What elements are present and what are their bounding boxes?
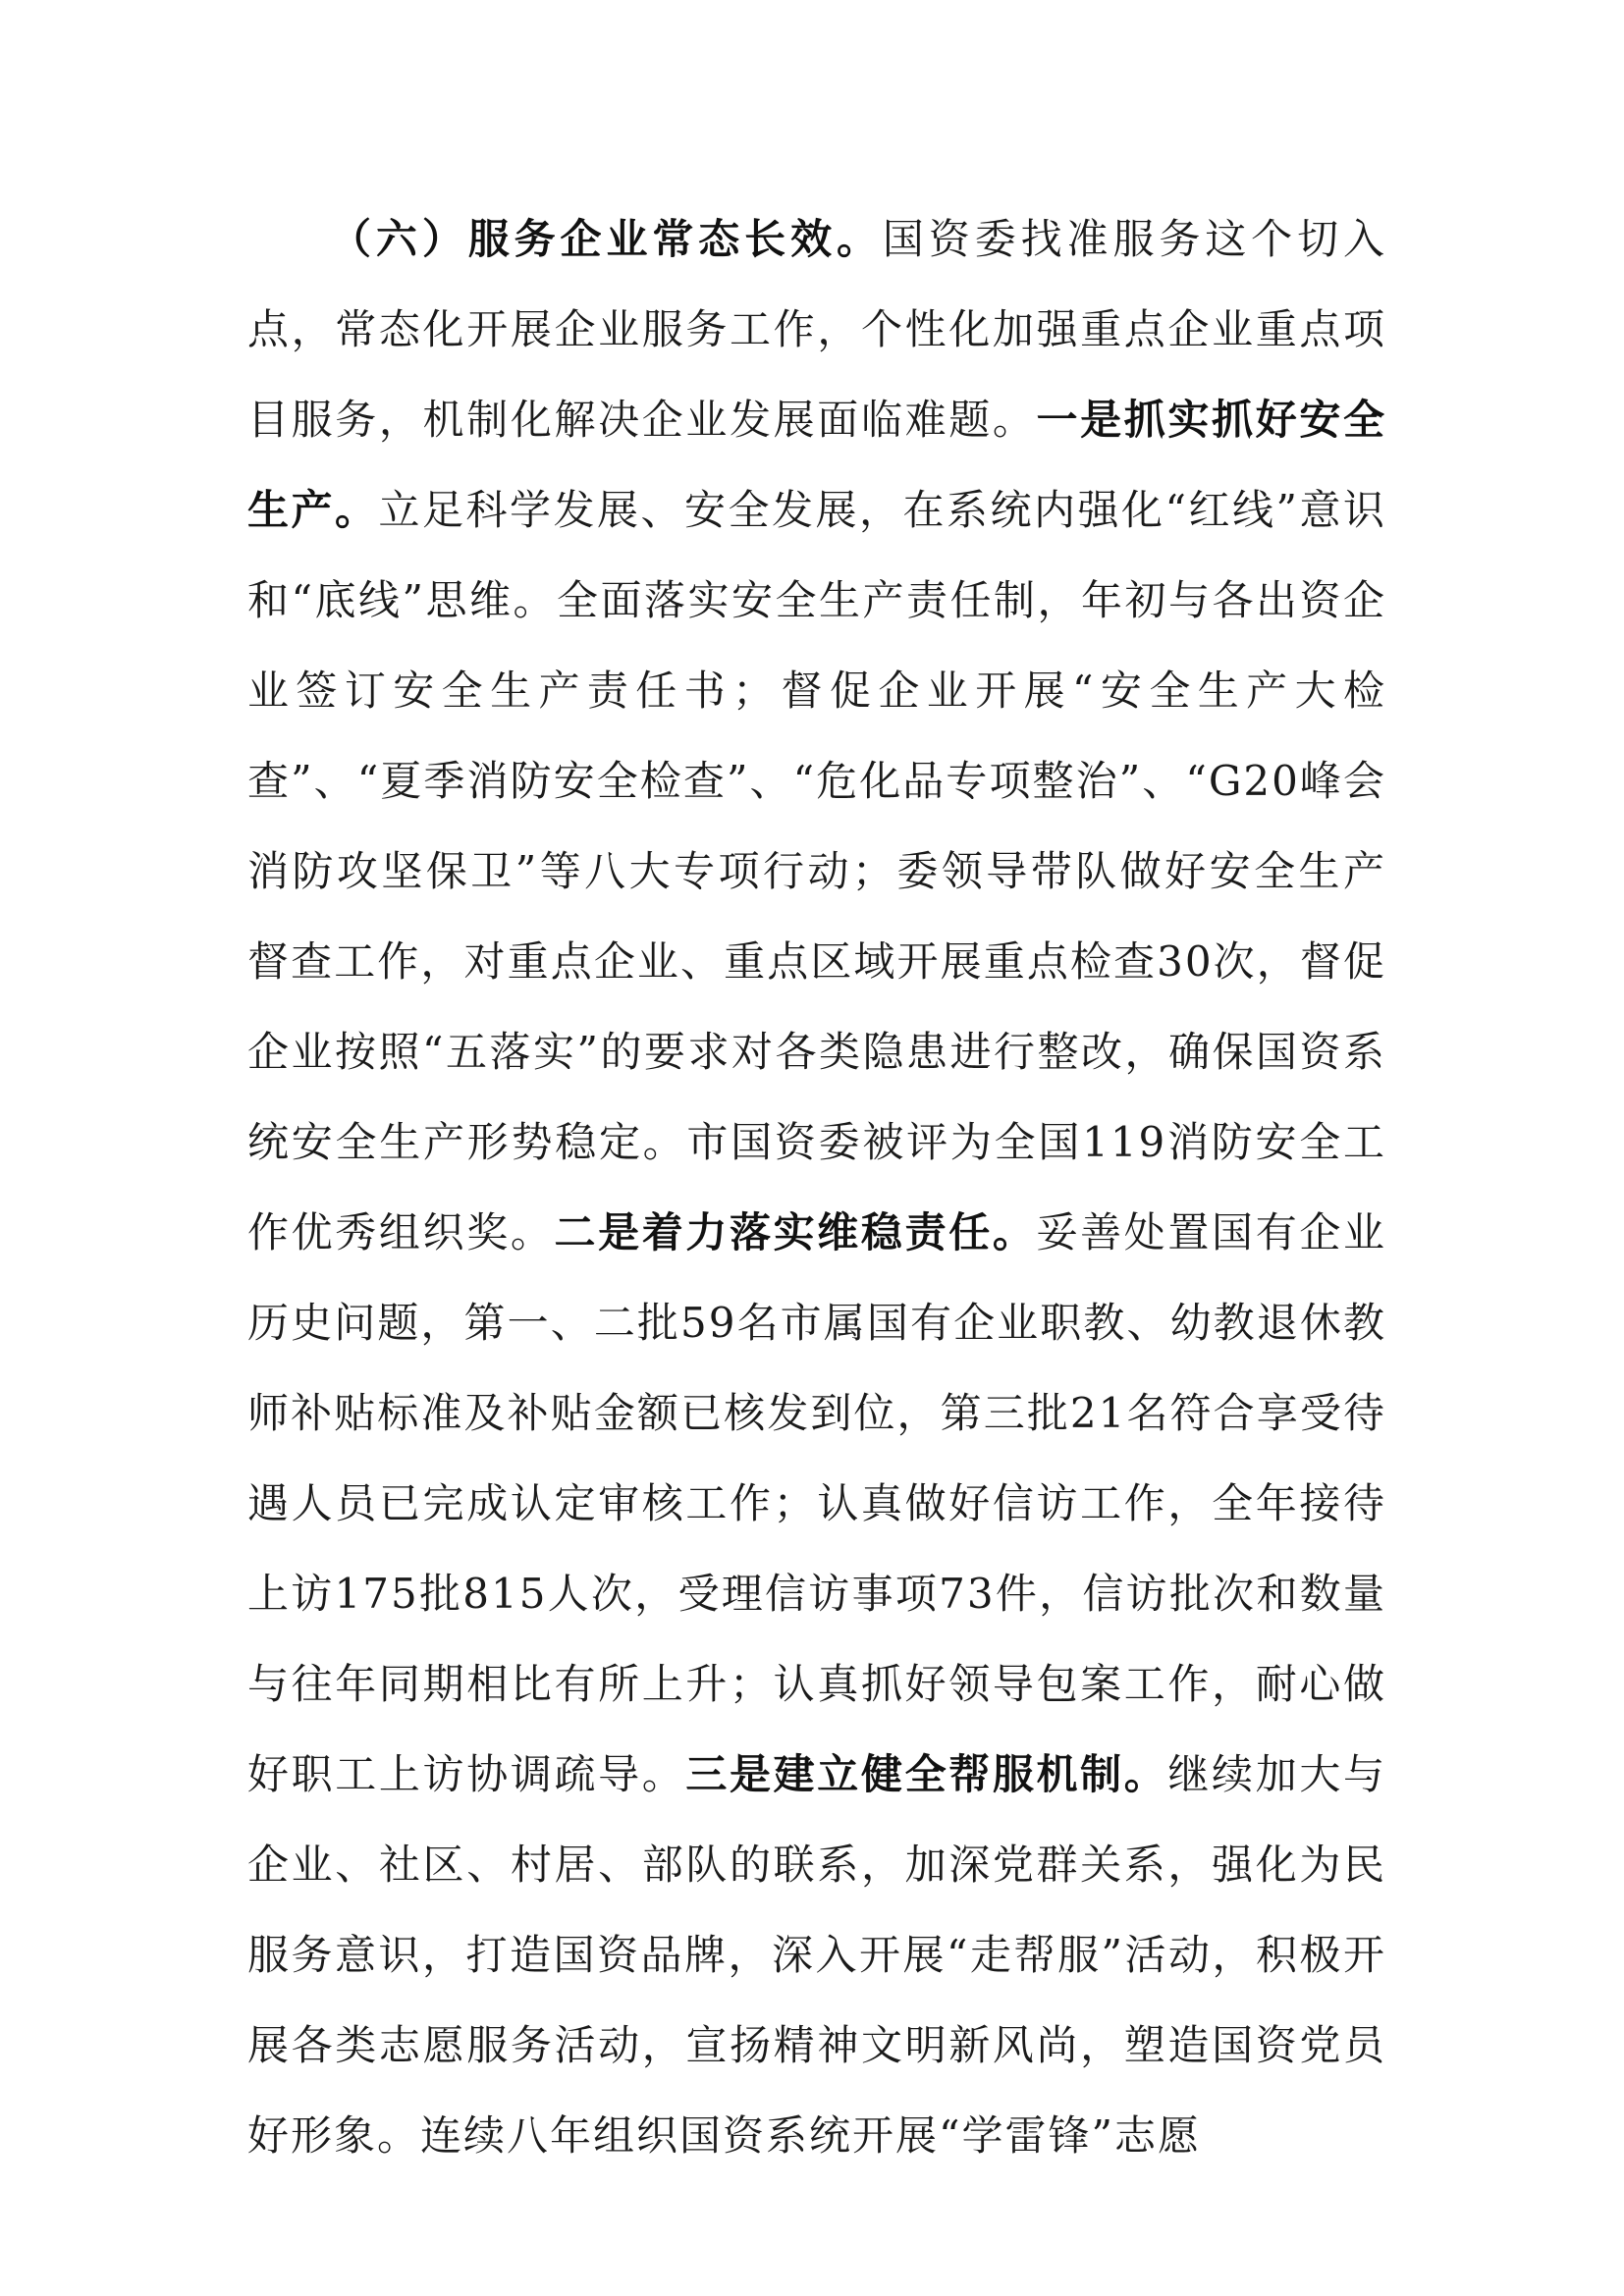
- section-heading: （六）服务企业常态长效。: [330, 215, 883, 263]
- point-three-text: 继续加大与企业、社区、村居、部队的联系，加深党群关系，强化为民服务意识，打造国资品牌，深入开展“走帮服”活动，积极开展各类志愿服务活动，宣扬精神文明新风尚，塑造国资党员好形象。连续八年组织国资系统开展“学雷锋”志愿: [247, 1750, 1386, 2160]
- point-three-title: 三是建立健全帮服机制。: [685, 1750, 1168, 1798]
- point-one-text: 立足科学发展、安全发展，在系统内强化“红线”意识和“底线”思维。全面落实安全生产责任制，年初与各出资企业签订安全生产责任书；督促企业开展“安全生产大检查”、“夏季消防安全检查”、“危化品专项整治”、“G20峰会消防攻坚保卫”等八大专项行动；委领导带队做好安全生产督查工作，对重点企业、重点区域开展重点检查30次，督促企业按照“五落实”的要求对各类隐患进行整改，确保国资系统安全生产形势稳定。市国资委被评为全国119消防安全工作优秀组织奖。: [247, 486, 1386, 1256]
- point-two-title: 二是着力落实维稳责任。: [554, 1208, 1037, 1256]
- body-paragraph: [247, 194, 1386, 2181]
- point-one-title: 一是抓实抓好安全生产。: [247, 396, 1386, 534]
- point-two-text: 妥善处置国有企业历史问题，第一、二批59名市属国有企业职教、幼教退休教师补贴标准及补贴金额已核发到位，第三批21名符合享受待遇人员已完成认定审核工作；认真做好信访工作，全年接待上访175批815人次，受理信访事项73件，信访批次和数量与往年同期相比有所上升；认真抓好领导包案工作，耐心做好职工上访协调疏导。: [247, 1208, 1386, 1798]
- section-intro: 国资委找准服务这个切入点，常态化开展企业服务工作，个性化加强重点企业重点项目服务，机制化解决企业发展面临难题。: [247, 215, 1386, 444]
